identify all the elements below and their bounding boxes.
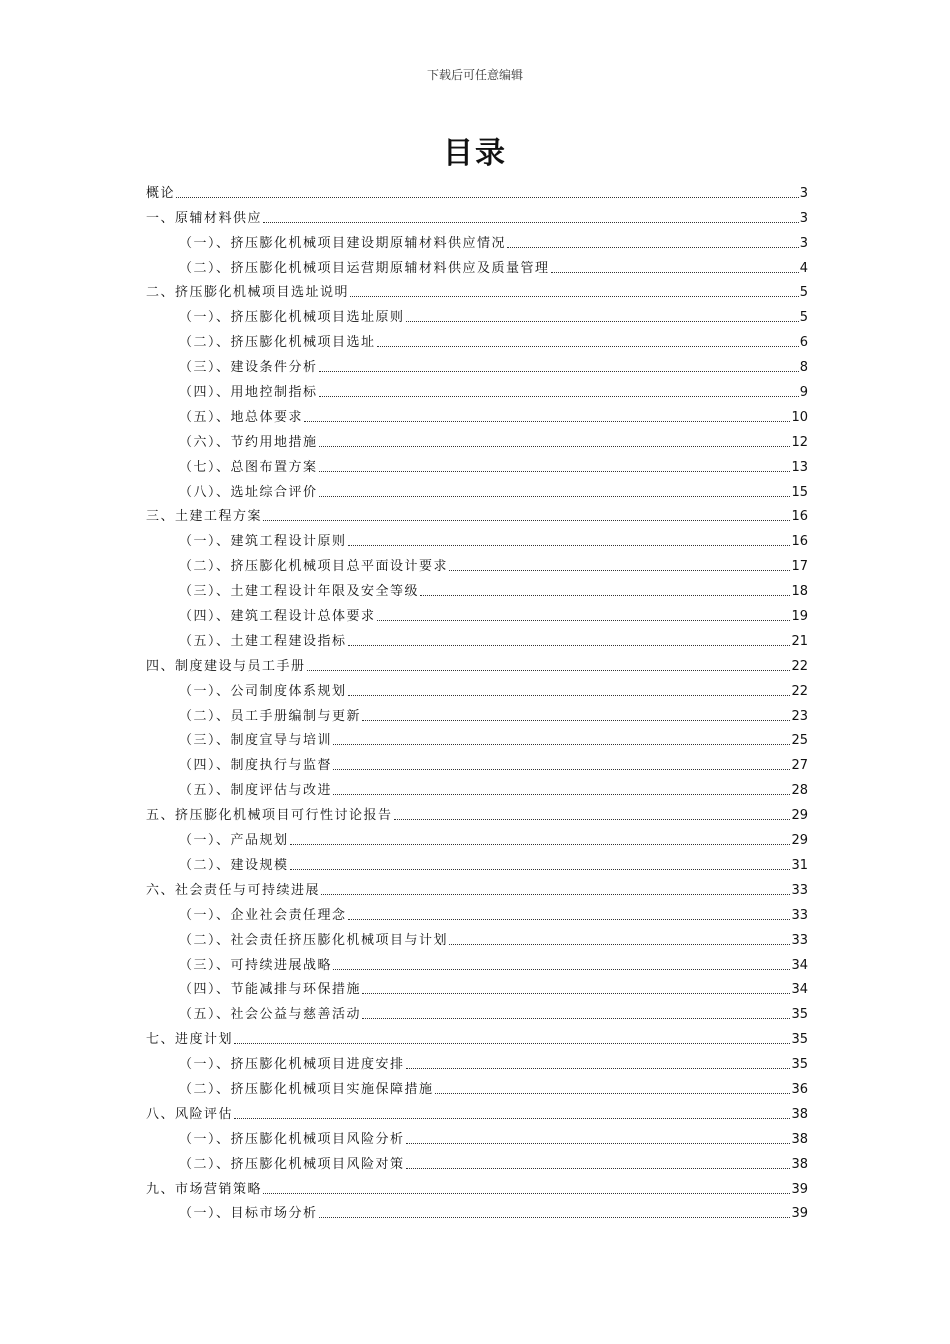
toc-entry-label: 八、风险评估	[146, 1106, 234, 1122]
toc-dot-leader	[263, 221, 799, 223]
toc-entry[interactable]	[146, 251, 808, 276]
toc-dot-leader	[333, 968, 790, 970]
toc-entry-label: （三）、建设条件分析	[179, 360, 318, 376]
toc-dot-leader	[362, 719, 790, 721]
toc-entry-label: 六、社会责任与可持续进展	[146, 882, 321, 898]
toc-entry[interactable]	[146, 201, 808, 226]
toc-entry-page-number: 35	[791, 1032, 808, 1048]
toc-entry-page-number: 33	[791, 882, 808, 898]
toc-dot-leader	[319, 370, 799, 372]
toc-entry[interactable]	[146, 1047, 808, 1072]
toc-entry[interactable]	[146, 549, 808, 574]
toc-entry-page-number: 25	[791, 733, 808, 749]
toc-entry[interactable]	[146, 948, 808, 973]
toc-entry[interactable]	[146, 649, 808, 674]
toc-entry-page-number: 3	[799, 185, 808, 201]
toc-entry-page-number: 28	[791, 783, 808, 799]
toc-entry-label: （二）、挤压膨化机械项目实施保障措施	[179, 1081, 434, 1097]
toc-entry-page-number: 36	[791, 1081, 808, 1097]
page-header: 下载后可任意编辑	[426, 68, 523, 82]
toc-entry-label: （二）、挤压膨化机械项目总平面设计要求	[179, 559, 449, 575]
toc-dot-leader	[377, 619, 791, 621]
toc-dot-leader	[319, 470, 791, 472]
toc-dot-leader	[435, 1092, 791, 1094]
toc-entry-page-number: 33	[791, 932, 808, 948]
toc-entry-label: （一）、目标市场分析	[179, 1206, 318, 1222]
toc-entry-label: （五）、地总体要求	[179, 409, 304, 425]
toc-dot-leader	[348, 918, 791, 920]
toc-entry[interactable]	[146, 276, 808, 301]
toc-entry-page-number: 17	[791, 559, 808, 575]
toc-dot-leader	[362, 1017, 790, 1019]
toc-dot-leader	[319, 395, 799, 397]
toc-entry-label: （二）、员工手册编制与更新	[179, 708, 362, 724]
toc-entry-page-number: 19	[791, 609, 808, 625]
toc-entry-page-number: 22	[791, 658, 808, 674]
toc-entry[interactable]	[146, 226, 808, 251]
toc-entry[interactable]	[146, 524, 808, 549]
toc-entry-page-number: 29	[791, 833, 808, 849]
toc-entry-page-number: 38	[791, 1131, 808, 1147]
toc-entry-label: 一、原辅材料供应	[146, 210, 263, 226]
toc-dot-leader	[362, 992, 790, 994]
toc-entry[interactable]	[146, 997, 808, 1022]
toc-entry[interactable]	[146, 973, 808, 998]
toc-entry[interactable]	[146, 699, 808, 724]
toc-entry-page-number: 29	[791, 808, 808, 824]
toc-entry-label: （五）、制度评估与改进	[179, 783, 333, 799]
toc-entry[interactable]	[146, 599, 808, 624]
toc-entry-page-number: 16	[791, 534, 808, 550]
toc-entry[interactable]	[146, 375, 808, 400]
toc-entry-label: 四、制度建设与员工手册	[146, 658, 306, 674]
toc-entry-page-number: 33	[791, 907, 808, 923]
toc-entry[interactable]	[146, 624, 808, 649]
toc-entry[interactable]	[146, 300, 808, 325]
toc-entry-page-number: 39	[791, 1206, 808, 1222]
toc-entry[interactable]	[146, 574, 808, 599]
toc-entry-page-number: 16	[791, 509, 808, 525]
toc-entry-page-number: 27	[791, 758, 808, 774]
toc-entry-page-number: 38	[791, 1156, 808, 1172]
toc-entry[interactable]	[146, 1072, 808, 1097]
toc-entry-label: （四）、节能减排与环保措施	[179, 982, 362, 998]
toc-dot-leader	[449, 943, 790, 945]
toc-entry[interactable]	[146, 1097, 808, 1122]
toc-dot-leader	[333, 743, 790, 745]
table-of-contents	[146, 176, 808, 1221]
toc-entry-page-number: 23	[791, 708, 808, 724]
toc-dot-leader	[406, 1167, 791, 1169]
toc-entry-page-number: 35	[791, 1057, 808, 1073]
toc-dot-leader	[333, 793, 790, 795]
toc-entry[interactable]	[146, 724, 808, 749]
toc-entry-page-number: 34	[791, 982, 808, 998]
toc-dot-leader	[307, 669, 791, 671]
toc-entry-label: 五、挤压膨化机械项目可行性讨论报告	[146, 808, 393, 824]
toc-entry-label: （三）、制度宣导与培训	[179, 733, 333, 749]
toc-entry[interactable]	[146, 500, 808, 525]
toc-dot-leader	[350, 295, 799, 297]
toc-entry[interactable]	[146, 873, 808, 898]
toc-entry-page-number: 10	[791, 409, 808, 425]
toc-entry-label: （二）、社会责任挤压膨化机械项目与计划	[179, 932, 449, 948]
toc-dot-leader	[420, 594, 790, 596]
toc-dot-leader	[321, 893, 790, 895]
toc-dot-leader	[348, 544, 791, 546]
toc-entry[interactable]	[146, 176, 808, 201]
toc-dot-leader	[234, 1042, 790, 1044]
toc-entry-label: 七、进度计划	[146, 1032, 234, 1048]
toc-entry[interactable]	[146, 674, 808, 699]
toc-dot-leader	[551, 271, 799, 273]
toc-entry[interactable]	[146, 1147, 808, 1172]
toc-entry-page-number: 39	[791, 1181, 808, 1197]
toc-entry-page-number: 3	[799, 235, 808, 251]
toc-entry[interactable]	[146, 773, 808, 798]
toc-entry-label: （三）、土建工程设计年限及安全等级	[179, 584, 420, 600]
toc-entry[interactable]	[146, 823, 808, 848]
toc-entry[interactable]	[146, 450, 808, 475]
toc-entry-label: （一）、挤压膨化机械项目风险分析	[179, 1131, 405, 1147]
toc-entry-label: 概论	[146, 185, 176, 201]
toc-entry-page-number: 3	[799, 210, 808, 226]
toc-entry-label: （五）、土建工程建设指标	[179, 633, 347, 649]
toc-dot-leader	[234, 1117, 790, 1119]
toc-entry[interactable]	[146, 898, 808, 923]
toc-entry[interactable]	[146, 325, 808, 350]
toc-entry-page-number: 12	[791, 434, 808, 450]
toc-entry-label: （三）、可持续进展战略	[179, 957, 333, 973]
toc-entry-page-number: 21	[791, 633, 808, 649]
toc-entry-label: （四）、制度执行与监督	[179, 758, 333, 774]
toc-dot-leader	[263, 519, 790, 521]
toc-entry-label: （一）、企业社会责任理念	[179, 907, 347, 923]
toc-dot-leader	[394, 818, 791, 820]
toc-entry[interactable]	[146, 848, 808, 873]
toc-entry-label: （二）、挤压膨化机械项目选址	[179, 335, 376, 351]
toc-entry-page-number: 8	[799, 360, 808, 376]
toc-entry[interactable]	[146, 1022, 808, 1047]
toc-entry-label: （四）、用地控制指标	[179, 385, 318, 401]
toc-entry[interactable]	[146, 350, 808, 375]
toc-entry-page-number: 34	[791, 957, 808, 973]
toc-entry[interactable]	[146, 923, 808, 948]
toc-dot-leader	[449, 569, 790, 571]
toc-entry-label: 九、市场营销策略	[146, 1181, 263, 1197]
toc-dot-leader	[406, 1067, 791, 1069]
toc-entry-label: （一）、挤压膨化机械项目进度安排	[179, 1057, 405, 1073]
toc-dot-leader	[333, 768, 790, 770]
toc-entry-page-number: 13	[791, 459, 808, 475]
toc-entry-page-number: 15	[791, 484, 808, 500]
toc-entry-label: （四）、建筑工程设计总体要求	[179, 609, 376, 625]
toc-entry-label: 三、土建工程方案	[146, 509, 263, 525]
toc-entry-label: （七）、总图布置方案	[179, 459, 318, 475]
toc-dot-leader	[176, 196, 799, 198]
toc-entry-label: （一）、公司制度体系规划	[179, 683, 347, 699]
toc-entry-label: （六）、节约用地措施	[179, 434, 318, 450]
toc-entry-label: （八）、选址综合评价	[179, 484, 318, 500]
toc-entry-page-number: 35	[791, 1007, 808, 1023]
toc-entry-page-number: 5	[799, 285, 808, 301]
toc-dot-leader	[290, 868, 791, 870]
toc-entry-label: （二）、挤压膨化机械项目风险对策	[179, 1156, 405, 1172]
toc-dot-leader	[406, 320, 799, 322]
toc-dot-leader	[348, 694, 791, 696]
toc-entry[interactable]	[146, 425, 808, 450]
toc-entry-page-number: 18	[791, 584, 808, 600]
toc-entry-label: （一）、挤压膨化机械项目选址原则	[179, 310, 405, 326]
toc-dot-leader	[406, 1142, 791, 1144]
toc-dot-leader	[348, 644, 791, 646]
toc-dot-leader	[319, 445, 791, 447]
toc-entry[interactable]	[146, 400, 808, 425]
toc-entry-page-number: 5	[799, 310, 808, 326]
toc-entry-page-number: 4	[799, 260, 808, 276]
toc-entry-page-number: 22	[791, 683, 808, 699]
toc-entry-page-number: 9	[799, 385, 808, 401]
toc-entry[interactable]	[146, 1172, 808, 1197]
toc-entry-label: （五）、社会公益与慈善活动	[179, 1007, 362, 1023]
toc-entry-label: （一）、建筑工程设计原则	[179, 534, 347, 550]
toc-entry-page-number: 38	[791, 1106, 808, 1122]
toc-entry-page-number: 31	[791, 857, 808, 873]
toc-dot-leader	[377, 345, 799, 347]
toc-dot-leader	[263, 1192, 790, 1194]
toc-entry-label: 二、挤压膨化机械项目选址说明	[146, 285, 350, 301]
toc-entry[interactable]	[146, 1197, 808, 1222]
toc-entry[interactable]	[146, 1122, 808, 1147]
toc-dot-leader	[319, 495, 791, 497]
toc-dot-leader	[319, 1216, 791, 1218]
toc-entry-page-number: 6	[799, 335, 808, 351]
toc-entry[interactable]	[146, 748, 808, 773]
toc-entry-label: （一）、挤压膨化机械项目建设期原辅材料供应情况	[179, 235, 507, 251]
toc-entry[interactable]	[146, 798, 808, 823]
toc-entry-label: （二）、建设规模	[179, 857, 289, 873]
toc-entry[interactable]	[146, 475, 808, 500]
toc-entry-label: （二）、挤压膨化机械项目运营期原辅材料供应及质量管理	[179, 260, 550, 276]
toc-entry-label: （一）、产品规划	[179, 833, 289, 849]
toc-dot-leader	[290, 843, 791, 845]
toc-dot-leader	[507, 246, 799, 248]
page-title: 目录	[443, 136, 507, 171]
toc-dot-leader	[304, 420, 790, 422]
